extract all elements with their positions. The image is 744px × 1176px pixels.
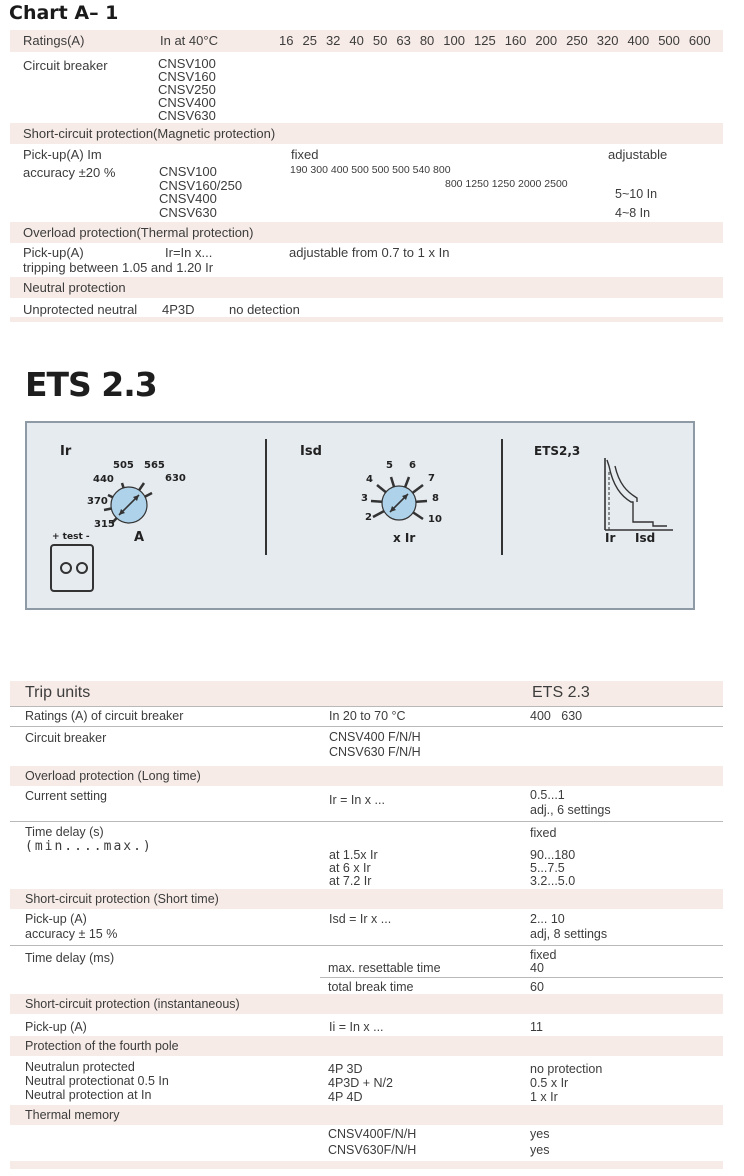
- td-fixed: fixed: [530, 826, 557, 840]
- divider: [10, 945, 723, 946]
- ratings-in-label: In at 40°C: [160, 33, 218, 48]
- tm-model: CNSV630F/N/H: [328, 1143, 417, 1157]
- td-conditions: [329, 849, 378, 888]
- cs-formula: Ir = In x ...: [329, 793, 385, 807]
- tm-header: Thermal memory: [25, 1108, 120, 1122]
- cb-label: Circuit breaker: [23, 58, 108, 73]
- tm-value: yes: [530, 1143, 550, 1157]
- td-condition: at 7.2 Ir: [329, 874, 372, 888]
- ir-unit: A: [134, 530, 145, 545]
- td-value: 3.2...5.0: [530, 874, 576, 888]
- isd-value: 4: [366, 474, 373, 485]
- trip-header: Trip units: [25, 684, 91, 701]
- ratings-cb-values: 400 630: [530, 709, 583, 723]
- td-value: 90...180: [530, 848, 576, 862]
- trip-cb-model: CNSV630 F/N/H: [329, 745, 421, 759]
- divider: [10, 706, 723, 707]
- trip-cb-label: Circuit breaker: [25, 731, 107, 745]
- st-td-reset-label: max. resettable time: [328, 961, 441, 975]
- ol-adjustable: adjustable from 0.7 to 1 x In: [289, 245, 450, 260]
- np-label: Unprotected neutral: [23, 302, 138, 317]
- sc-model: CNSV630: [159, 204, 217, 220]
- td-condition: at 1.5x Ir: [329, 848, 378, 862]
- fp-label: Neutral protection at In: [25, 1088, 152, 1102]
- cb-model: CNSV160: [158, 69, 216, 84]
- sc-pickup-label: Pick-up(A) Im: [23, 147, 102, 162]
- sc-adj-2: 4~8 In: [615, 206, 651, 220]
- sc-header: Short-circuit protection(Magnetic protection): [23, 126, 276, 141]
- ir-label: Ir: [60, 444, 72, 459]
- fp-pole: 4P3D + N/2: [328, 1076, 393, 1090]
- sc-models: [159, 165, 242, 219]
- test-terminal-icon: [76, 562, 88, 574]
- chart-a-title: Chart A– 1: [9, 2, 119, 24]
- curve-ir: Ir: [605, 531, 616, 545]
- test-terminal-icon: [60, 562, 72, 574]
- cb-model: CNSV250: [158, 82, 216, 97]
- ir-value: 565: [144, 460, 165, 471]
- rating-value: 160: [504, 33, 527, 48]
- test-label: + test -: [52, 532, 90, 542]
- rating-value: 63: [396, 33, 411, 48]
- ets-title: ETS 2.3: [25, 365, 157, 404]
- ratings-cb-label: Ratings (A) of circuit breaker: [25, 709, 184, 723]
- ir-value: 440: [93, 474, 114, 485]
- trip-cb-model: CNSV400 F/N/H: [329, 730, 421, 744]
- rating-value: 25: [302, 33, 317, 48]
- isd-value: 2: [365, 512, 372, 523]
- tm-model: CNSV400F/N/H: [328, 1127, 417, 1141]
- sc-adjustable: adjustable: [608, 147, 668, 162]
- inst-pickup: Pick-up (A): [25, 1020, 87, 1034]
- np-header: Neutral protection: [23, 280, 126, 295]
- sc-fixed-values: 190 300 400 500 500 500 540 800: [290, 164, 451, 176]
- td-value: 5...7.5: [530, 861, 565, 875]
- rating-value: 80: [419, 33, 435, 48]
- td-minmax: (min....max.): [25, 839, 153, 854]
- trip-cb-models: [329, 730, 421, 760]
- ratings-cb-temp: In 20 to 70 °C: [329, 709, 406, 723]
- rating-value: 500: [658, 33, 680, 48]
- inst-formula: Ii = In x ...: [329, 1020, 384, 1034]
- cb-model: CNSV100: [158, 56, 216, 71]
- tm-value: yes: [530, 1127, 550, 1141]
- st-pickup: Pick-up (A): [25, 912, 87, 926]
- td-condition: at 6 x Ir: [329, 861, 371, 875]
- st-td-break-label: total break time: [328, 980, 414, 994]
- cs-value: 0.5...1: [530, 788, 565, 802]
- panel-divider: [501, 439, 503, 555]
- ol-pickup: Pick-up(A): [23, 245, 84, 260]
- ol-ir: Ir=In x...: [165, 245, 213, 260]
- st-td-reset-value: 40: [530, 961, 544, 975]
- curve-isd: Isd: [635, 531, 656, 545]
- divider: [10, 726, 723, 727]
- inst-header: Short-circuit protection (instantaneous): [25, 997, 240, 1011]
- ol-header: Overload protection(Thermal protection): [23, 225, 254, 240]
- isd-value: 5: [386, 460, 393, 471]
- cs-label: Current setting: [25, 789, 107, 803]
- fp-value: no protection: [530, 1062, 603, 1076]
- ir-value: 315: [94, 519, 115, 530]
- sc-accuracy: accuracy ±20 %: [23, 165, 116, 180]
- trip-header-value: ETS 2.3: [532, 684, 590, 701]
- isd-value: 6: [409, 460, 416, 471]
- rating-value: 320: [596, 33, 619, 48]
- curve-title: ETS2,3: [534, 444, 581, 458]
- sc-model: CNSV100: [159, 164, 217, 179]
- rating-value: 200: [535, 33, 558, 48]
- rating-value: 32: [325, 33, 341, 48]
- trip-curve-chart: [601, 456, 677, 534]
- fp-poles: [328, 1062, 393, 1104]
- isd-value: 7: [428, 473, 435, 484]
- lt-header: Overload protection (Long time): [25, 769, 201, 783]
- fp-values: [530, 1062, 602, 1104]
- np-pole: 4P3D: [162, 302, 195, 317]
- tm-values: [530, 1126, 549, 1158]
- sc-model: CNSV400: [159, 191, 217, 206]
- fp-pole: 4P 4D: [328, 1090, 363, 1104]
- st-td-fixed: fixed: [530, 948, 557, 962]
- st-pickup-block: [25, 912, 117, 942]
- rating-value: 40: [349, 33, 364, 48]
- table-a-footer: [10, 317, 723, 322]
- ir-value: 630: [165, 473, 186, 484]
- inst-value: 11: [530, 1020, 543, 1034]
- st-accuracy: accuracy ± 15 %: [25, 927, 118, 941]
- sc-model: CNSV160/250: [159, 177, 243, 193]
- ratings-values: [279, 33, 720, 48]
- ets-front-panel: [25, 421, 695, 610]
- st-td-label: Time delay (ms): [25, 951, 115, 965]
- sc-fixed-values-2: 800 1250 1250 2000 2500: [445, 178, 568, 190]
- rating-value: 16: [279, 33, 294, 48]
- fp-label: Neutralun protected: [25, 1060, 135, 1074]
- isd-label: Isd: [300, 444, 322, 459]
- fp-value: 1 x Ir: [530, 1090, 558, 1104]
- sc-adj-1: 5~10 In: [615, 187, 658, 201]
- fp-pole: 4P 3D: [328, 1062, 363, 1076]
- tm-models: [328, 1126, 416, 1158]
- rating-value: 125: [473, 33, 496, 48]
- td-label: Time delay (s): [25, 825, 104, 839]
- ir-value: 370: [87, 496, 108, 507]
- cs-value: adj., 6 settings: [530, 803, 611, 817]
- rating-value: 600: [688, 33, 711, 48]
- sc-fixed: fixed: [291, 147, 319, 162]
- st-value: adj, 8 settings: [530, 927, 608, 941]
- test-button[interactable]: [50, 544, 94, 592]
- ratings-label: Ratings(A): [23, 33, 85, 48]
- fp-labels: [25, 1060, 169, 1102]
- rating-value: 100: [443, 33, 465, 48]
- td-values: [530, 849, 575, 888]
- isd-unit: x Ir: [393, 531, 416, 545]
- st-values: [530, 912, 607, 942]
- isd-value: 8: [432, 493, 439, 504]
- fp-header: Protection of the fourth pole: [25, 1039, 179, 1053]
- np-value: no detection: [229, 302, 300, 317]
- trip-curve-band: [615, 466, 637, 502]
- rating-value: 50: [372, 33, 388, 48]
- ir-value: 505: [113, 460, 134, 471]
- panel-divider: [265, 439, 267, 555]
- ol-tripping: tripping between 1.05 and 1.20 Ir: [23, 260, 214, 275]
- st-value: 2... 10: [530, 912, 565, 926]
- cb-models: [158, 57, 216, 122]
- isd-value: 10: [428, 514, 442, 525]
- isd-value: 3: [361, 493, 368, 504]
- cb-model: CNSV630: [158, 108, 216, 123]
- st-formula: Isd = Ir x ...: [329, 912, 392, 926]
- trip-header-band: [10, 681, 723, 706]
- rating-value: 250: [566, 33, 588, 48]
- divider: [320, 977, 723, 978]
- fp-label: Neutral protectionat 0.5 In: [25, 1074, 169, 1088]
- fp-value: 0.5 x Ir: [530, 1076, 569, 1090]
- cs-values: [530, 788, 611, 818]
- cb-model: CNSV400: [158, 95, 216, 110]
- divider: [10, 821, 723, 822]
- table-footer: [10, 1161, 723, 1169]
- st-td-break-value: 60: [530, 980, 544, 994]
- st-header: Short-circuit protection (Short time): [25, 892, 219, 906]
- rating-value: 400: [627, 33, 650, 48]
